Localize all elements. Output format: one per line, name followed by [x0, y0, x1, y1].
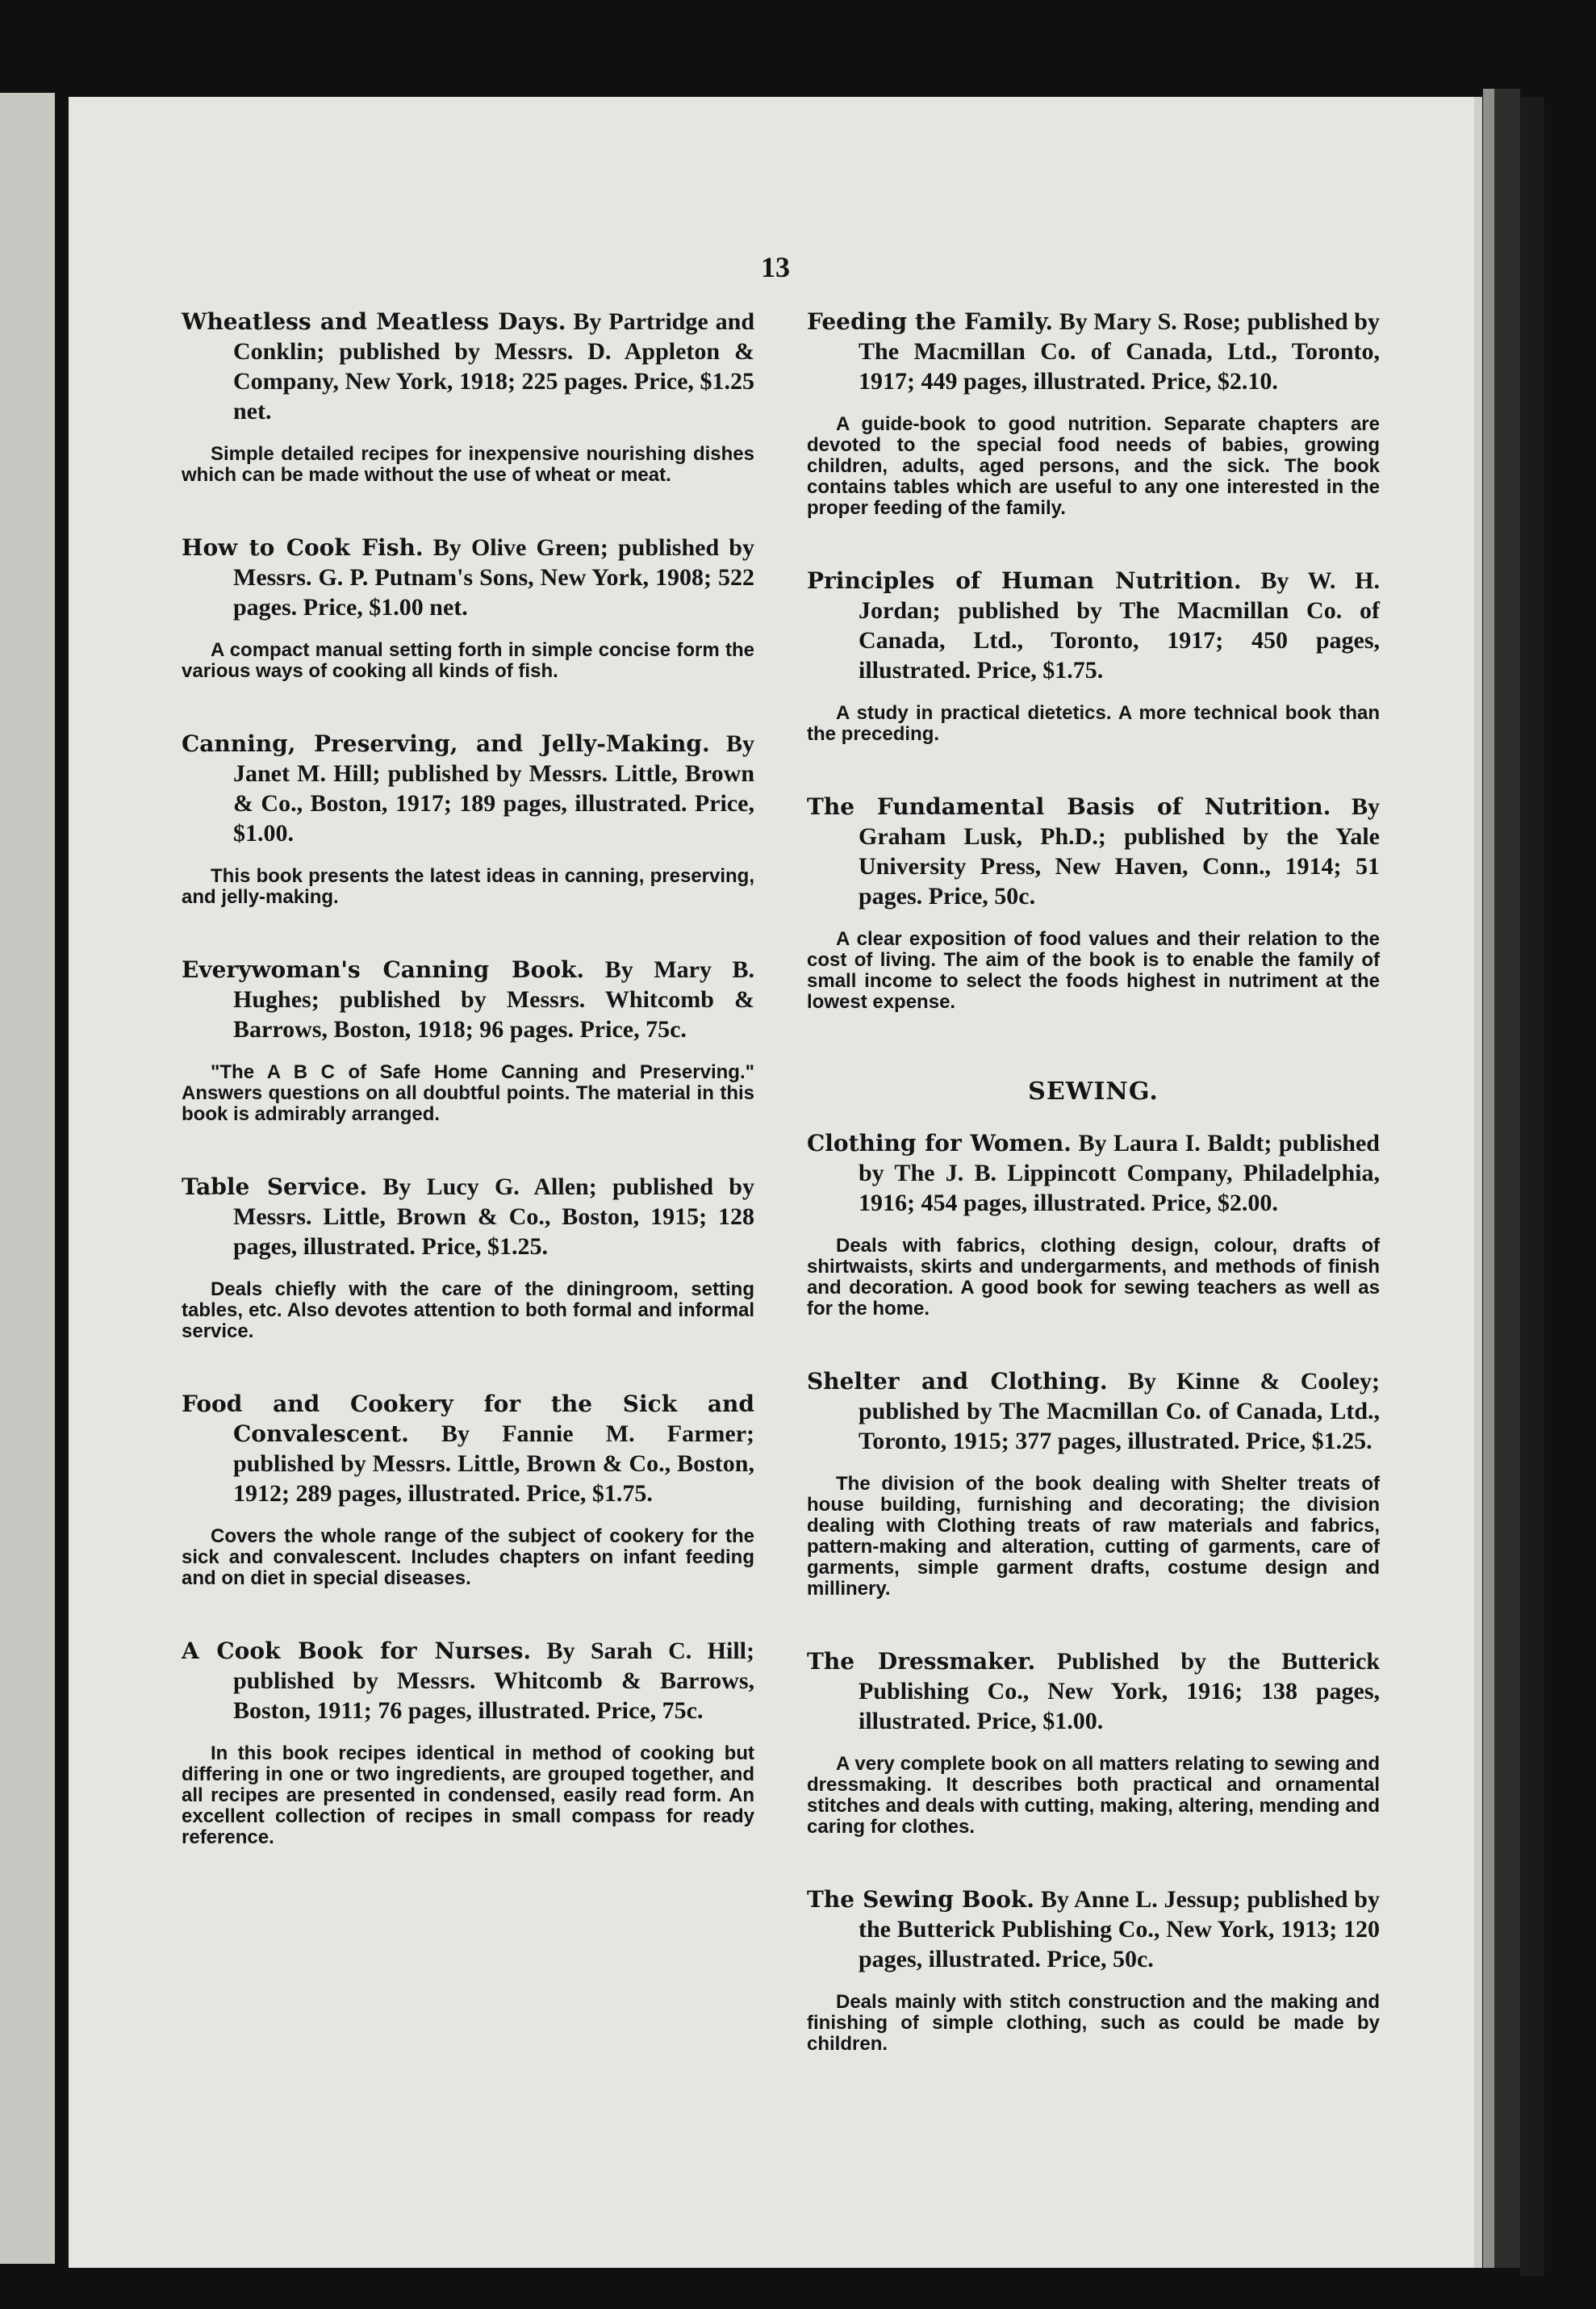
book-spine-edge	[1483, 89, 1494, 2268]
entry-description: Deals chiefly with the care of the diningroom, setting tables, etc. Also devotes attention to both formal and informal service.	[182, 1278, 754, 1342]
entry-description: Covers the whole range of the subject of cookery for the sick and convalescent. Includes chapters on infant feeding and on diet in special diseases.	[182, 1525, 754, 1589]
entry-citation	[182, 955, 754, 1044]
entry-details: By Mary S. Rose; published by The Macmillan Co. of Canada, Ltd., Toronto, 1917; 449 pages, illustrated. Price, $2.10.	[859, 308, 1380, 395]
book-entry	[182, 955, 754, 1125]
entry-details: By Sarah C. Hill; published by Messrs. Whitcomb & Barrows, Boston, 1911; 76 pages, illustrated. Price, 75c.	[233, 1638, 754, 1724]
entry-description: Deals mainly with stitch construction and the making and finishing of simple clothing, such as could be made by children.	[807, 1991, 1380, 2055]
entry-details: By Mary B. Hughes; published by Messrs. Whitcomb & Barrows, Boston, 1918; 96 pages. Price, 75c.	[233, 956, 755, 1043]
book-page	[69, 97, 1482, 2268]
entry-details: By Partridge and Conklin; published by Messrs. D. Appleton & Company, New York, 1918; 225 pages. Price, $1.25 net.	[233, 308, 755, 425]
entry-title: Principles of Human Nutrition.	[807, 567, 1242, 594]
entry-title: Canning, Preserving, and Jelly-Making.	[182, 730, 710, 757]
entry-citation	[182, 1172, 754, 1261]
entry-title: Everywoman's Canning Book.	[182, 956, 585, 983]
adjacent-page-edge	[0, 93, 55, 2264]
entry-citation	[807, 1366, 1380, 1456]
entry-description: Simple detailed recipes for inexpensive nourishing dishes which can be made without the use of wheat or meat.	[182, 443, 754, 486]
book-entry	[807, 792, 1380, 1013]
entry-details: By Kinne & Cooley; published by The Macmillan Co. of Canada, Ltd., Toronto, 1915; 377 pages, illustrated. Price, $1.25.	[859, 1368, 1380, 1454]
entry-title: Feeding the Family.	[807, 308, 1054, 335]
entry-citation	[807, 566, 1380, 685]
entry-details: Published by the Butterick Publishing Co., New York, 1916; 138 pages, illustrated. Price, $1.00.	[859, 1648, 1381, 1734]
book-entry	[182, 1636, 754, 1848]
entry-title: Shelter and Clothing.	[807, 1368, 1108, 1395]
entry-description: In this book recipes identical in method of cooking but differing in one or two ingredients, are grouped together, and all recipes are presented in condensed, easily read form. An excellent collection of recipes in small compass for ready reference.	[182, 1742, 754, 1848]
entry-title: Table Service.	[182, 1173, 368, 1200]
entry-citation	[182, 1389, 754, 1508]
entry-details: By Graham Lusk, Ph.D.; published by the Yale University Press, New Haven, Conn., 1914; 51 pages. Price, 50c.	[859, 793, 1381, 910]
entry-description: A study in practical dietetics. A more technical book than the preceding.	[807, 702, 1380, 745]
entry-title: The Dressmaker.	[807, 1648, 1036, 1675]
entry-details: By Anne L. Jessup; published by the Butterick Publishing Co., New York, 1913; 120 pages, illustrated. Price, 50c.	[859, 1886, 1380, 1972]
entry-description: Deals with fabrics, clothing design, colour, drafts of shirtwaists, skirts and undergarments, and methods of finish and decoration. A good book for sewing teachers as well as for the home.	[807, 1235, 1380, 1320]
book-entry	[182, 1389, 754, 1589]
entry-description: The division of the book dealing with Shelter treats of house building, furnishing and decorating; the division dealing with Clothing treats of raw materials and fabrics, pattern-making and alteration, cutting of garments, care of garments, simple garment drafts, costume design and millinery.	[807, 1473, 1380, 1600]
book-entry	[182, 1172, 754, 1342]
book-entry	[807, 1366, 1380, 1600]
entry-details: By Olive Green; published by Messrs. G. P. Putnam's Sons, New York, 1908; 522 pages. Price, $1.00 net.	[233, 534, 754, 621]
entry-description: A clear exposition of food values and their relation to the cost of living. The aim of the book is to enable the family of small income to select the foods highest in nutriment at the lowest expense.	[807, 928, 1380, 1013]
book-entry	[807, 1884, 1380, 2055]
book-spine-dark	[1520, 97, 1544, 2276]
entry-description: This book presents the latest ideas in canning, preserving, and jelly-making.	[182, 865, 754, 908]
entry-description: A very complete book on all matters relating to sewing and dressmaking. It describes both practical and ornamental stitches and deals with cutting, making, altering, mending and caring for clothes.	[807, 1753, 1380, 1838]
book-entry	[807, 566, 1380, 745]
entry-description: A compact manual setting forth in simple concise form the various ways of cooking all kinds of fish.	[182, 639, 754, 682]
entry-details: By Fannie M. Farmer; published by Messrs. Little, Brown & Co., Boston, 1912; 289 pages, illustrated. Price, $1.75.	[233, 1420, 755, 1507]
book-spine-shadow	[1494, 89, 1520, 2268]
entry-citation	[807, 1128, 1380, 1218]
entry-details: By Laura I. Baldt; published by The J. B. Lippincott Company, Philadelphia, 1916; 454 pages, illustrated. Price, $2.00.	[859, 1130, 1380, 1216]
right-column	[807, 307, 1380, 2102]
entry-details: By Janet M. Hill; published by Messrs. Little, Brown & Co., Boston, 1917; 189 pages, illustrated. Price, $1.00.	[233, 730, 754, 847]
book-entry	[182, 533, 754, 682]
entry-description: A guide-book to good nutrition. Separate chapters are devoted to the special food needs of babies, growing children, adults, aged persons, and the sick. The book contains tables which are useful to any one interested in the proper feeding of the family.	[807, 413, 1380, 519]
entry-citation	[182, 307, 754, 426]
left-column	[182, 307, 754, 1895]
entry-citation	[807, 307, 1380, 396]
entry-title: The Sewing Book.	[807, 1886, 1035, 1913]
entry-citation	[807, 1646, 1380, 1736]
entry-title: A Cook Book for Nurses.	[182, 1638, 532, 1664]
entry-citation	[807, 792, 1380, 911]
entry-details: By Lucy G. Allen; published by Messrs. Little, Brown & Co., Boston, 1915; 128 pages, illustrated. Price, $1.25.	[233, 1173, 754, 1260]
entry-description: "The A B C of Safe Home Canning and Preserving." Answers questions on all doubtful points. The material in this book is admirably arranged.	[182, 1061, 754, 1125]
entry-title: Clothing for Women.	[807, 1130, 1072, 1157]
entry-title: Wheatless and Meatless Days.	[182, 308, 566, 335]
entry-title: How to Cook Fish.	[182, 534, 424, 561]
entry-title: Food and Cookery for the Sick and Convalescent.	[182, 1391, 754, 1447]
entry-citation	[182, 1636, 754, 1725]
book-entry	[807, 307, 1380, 519]
entry-title: The Fundamental Basis of Nutrition.	[807, 793, 1331, 820]
entry-details: By W. H. Jordan; published by The Macmillan Co. of Canada, Ltd., Toronto, 1917; 450 pages, illustrated. Price, $1.75.	[859, 567, 1380, 684]
entry-citation	[807, 1884, 1380, 1974]
book-entry	[182, 307, 754, 486]
section-heading: SEWING.	[1028, 1077, 1159, 1106]
book-entry	[182, 729, 754, 908]
entry-citation	[182, 533, 754, 622]
book-entry	[807, 1646, 1380, 1838]
book-entry	[807, 1128, 1380, 1320]
page-number: 13	[761, 251, 790, 283]
entry-citation	[182, 729, 754, 848]
